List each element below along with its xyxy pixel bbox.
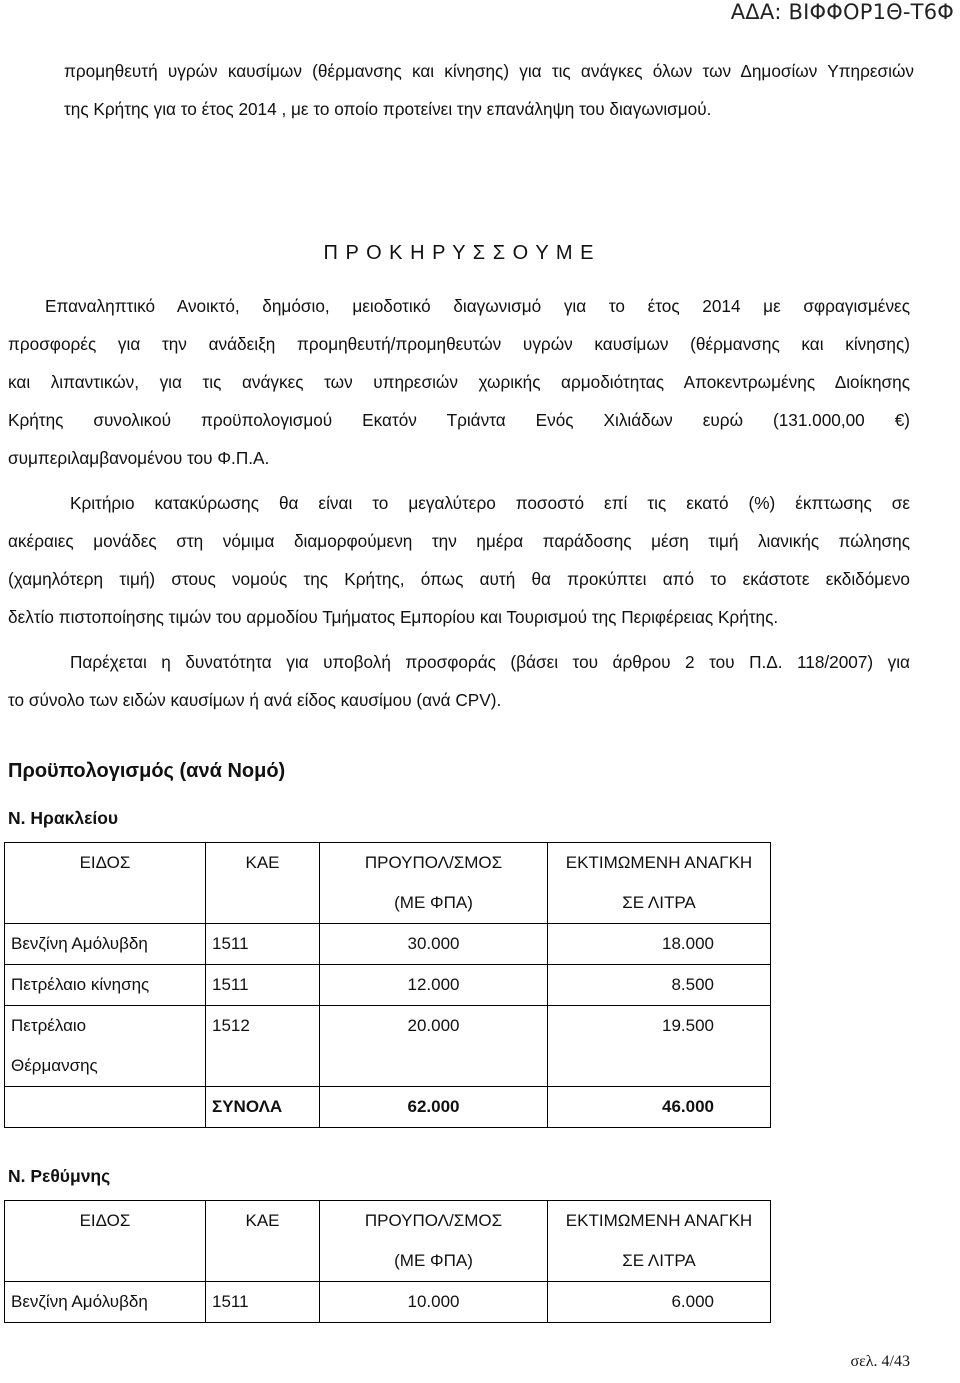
header-item: ΕΙΔΟΣ [5,843,206,924]
cell-item: Πετρέλαιο κίνησης [5,965,206,1006]
table-row [5,924,771,965]
header-kae: ΚΑΕ [206,843,320,924]
header-budget-line-1: ΠΡΟΥΠΟΛ/ΣΜΟΣ [364,853,503,872]
header-budget-line-1: ΠΡΟΥΠΟΛ/ΣΜΟΣ [364,1211,503,1230]
header-budget [320,1201,548,1282]
criterion-paragraph [8,484,910,636]
header-item: ΕΙΔΟΣ [5,1201,206,1282]
header-need [548,843,771,924]
cell-kae: 1511 [206,965,320,1006]
header-budget [320,843,548,924]
cell-item: Βενζίνη Αμόλυβδη [5,924,206,965]
cell-item-line-1: Πετρέλαιο [11,1016,87,1035]
tender-line-4: Κρήτης συνολικού προϋπολογισμού Εκατόν Τριάντα Ενός Χιλιάδων ευρώ (131.000,00 €) [8,410,910,430]
header-kae: ΚΑΕ [206,1201,320,1282]
rethymno-table [4,1200,771,1323]
header-budget-line-2: (ΜΕ ΦΠΑ) [394,893,473,912]
heraklion-table [4,842,771,1128]
cell-item-line-2: Θέρμανσης [11,1056,98,1075]
tender-line-2: προσφορές για την ανάδειξη προμηθευτή/προμηθευτών υγρών καυσίμων (θέρμανσης και κίνησης) [8,334,910,354]
table-header-row [5,843,771,924]
cell-need: 6.000 [548,1282,771,1323]
header-need-line-2: ΣΕ ΛΙΤΡΑ [622,893,696,912]
header-need-line-2: ΣΕ ΛΙΤΡΑ [622,1251,696,1270]
criterion-line-4: δελτίο πιστοποίησης τιμών του αρμοδίου Τμήματος Εμπορίου και Τουρισμού της Περιφέρειας Κρήτης. [8,607,779,627]
heraklion-title: Ν. Ηρακλείου [8,808,119,828]
cell-item: Βενζίνη Αμόλυβδη [5,1282,206,1323]
cell-kae: 1511 [206,924,320,965]
totals-budget: 62.000 [320,1087,548,1128]
intro-paragraph [64,52,914,128]
totals-row [5,1087,771,1128]
offer-line-1: Παρέχεται η δυνατότητα για υποβολή προσφοράς (βάσει του άρθρου 2 του Π.Δ. 118/2007) για [70,652,910,672]
criterion-line-3: (χαμηλότερη τιμή) στους νομούς της Κρήτης, όπως αυτή θα προκύπτει από το εκάστοτε εκδιδόμενο [8,569,910,589]
table-row [5,1282,771,1323]
header-need-line-1: ΕΚΤΙΜΩΜΕΝΗ ΑΝΑΓΚΗ [565,853,753,872]
offer-line-2: το σύνολο των ειδών καυσίμων ή ανά είδος καυσίμου (ανά CPV). [8,690,502,710]
offer-paragraph [8,643,910,719]
table-header-row [5,1201,771,1282]
cell-kae: 1512 [206,1006,320,1087]
header-need-line-1: ΕΚΤΙΜΩΜΕΝΗ ΑΝΑΓΚΗ [565,1211,753,1230]
cell-budget: 20.000 [320,1006,548,1087]
cell-budget: 10.000 [320,1282,548,1323]
cell-item [5,1006,206,1087]
totals-need: 46.000 [548,1087,771,1128]
cell-budget: 30.000 [320,924,548,965]
budget-title: Προϋπολογισμός (ανά Νομό) [8,760,286,782]
tender-line-3: και λιπαντικών, για τις ανάγκες των υπηρεσιών χωρικής αρμοδιότητας Αποκεντρωμένης Διοίκησης [8,372,910,392]
rethymno-title: Ν. Ρεθύμνης [8,1166,111,1186]
cell-empty [5,1087,206,1128]
cell-need: 19.500 [548,1006,771,1087]
page-number: σελ. 4/43 [850,1353,910,1370]
tender-line-1: Επαναληπτικό Ανοικτό, δημόσιο, μειοδοτικό διαγωνισμό για το έτος 2014 με σφραγισμένες [45,296,910,316]
criterion-line-1: Κριτήριο κατακύρωσης θα είναι το μεγαλύτερο ποσοστό επί τις εκατό (%) έκπτωσης σε [70,493,910,513]
table-row [5,1006,771,1087]
header-budget-line-2: (ΜΕ ΦΠΑ) [394,1251,473,1270]
cell-kae: 1511 [206,1282,320,1323]
intro-line-1: προμηθευτή υγρών καυσίμων (θέρμανσης και κίνησης) για τις ανάγκες όλων των Δημοσίων Υπηρεσιών [64,61,914,81]
header-need [548,1201,771,1282]
cell-budget: 12.000 [320,965,548,1006]
ada-code: ΑΔΑ: ΒΙΦΦΟΡ1Θ-Τ6Φ [730,0,954,24]
announcement-heading: Π Ρ Ο Κ Η Ρ Υ Σ Σ Ο Υ Μ Ε [323,242,595,264]
intro-line-2: της Κρήτης για το έτος 2014 , με το οποίο προτείνει την επανάληψη του διαγωνισμού. [64,99,712,119]
tender-line-5: συμπεριλαμβανομένου του Φ.Π.Α. [8,448,270,468]
criterion-line-2: ακέραιες μονάδες στη νόμιμα διαμορφούμενη την ημέρα παράδοσης μέση τιμή λιανικής πώλησης [8,531,910,551]
cell-need: 18.000 [548,924,771,965]
cell-need: 8.500 [548,965,771,1006]
table-row [5,965,771,1006]
totals-label: ΣΥΝΟΛΑ [206,1087,320,1128]
tender-paragraph [8,287,910,477]
